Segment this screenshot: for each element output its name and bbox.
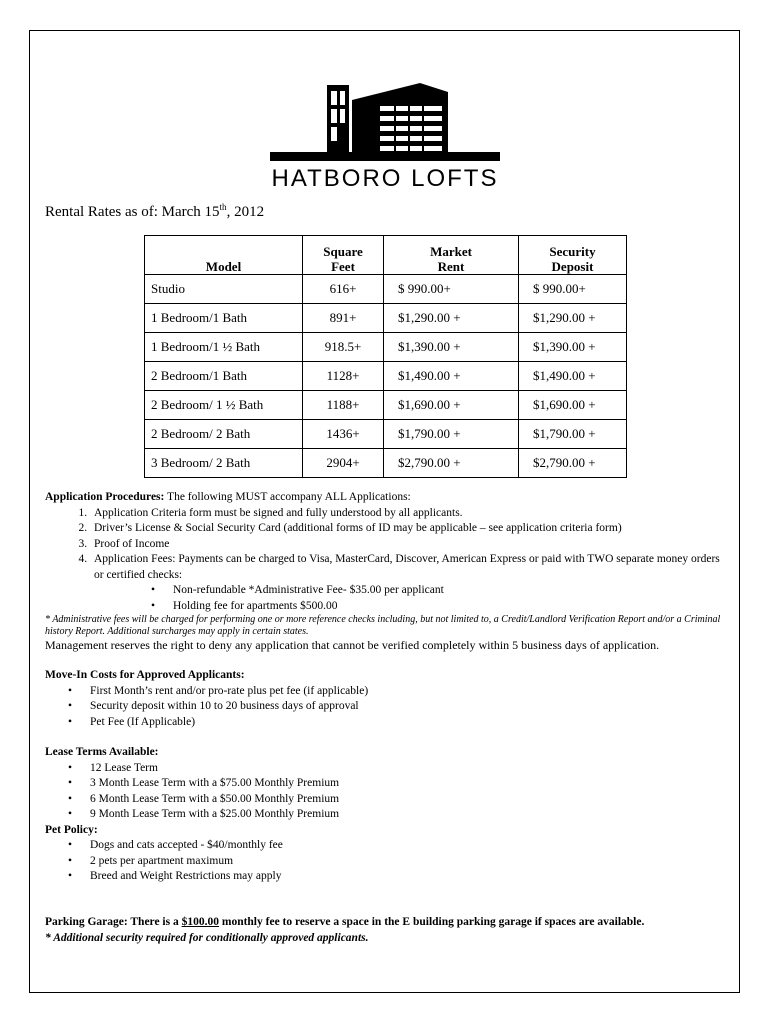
header-model-label: Model	[205, 259, 242, 274]
pet-list	[45, 838, 725, 885]
cell-market-rent: $ 990.00+	[384, 275, 519, 304]
cell-model: 1 Bedroom/1 ½ Bath	[145, 333, 303, 362]
cell-market-rent: $1,690.00 +	[384, 391, 519, 420]
header-line: Security	[549, 244, 596, 259]
application-procedures	[45, 490, 725, 654]
list-item: • 3 Month Lease Term with a $75.00 Monthly Premium	[90, 776, 725, 792]
header-model	[145, 236, 303, 275]
move-in-list	[45, 684, 725, 731]
header-security-deposit	[519, 236, 627, 275]
list-item: • Holding fee for apartments $500.00	[169, 599, 725, 615]
header-line: Deposit	[551, 259, 594, 274]
list-item: • 9 Month Lease Term with a $25.00 Monthly Premium	[90, 807, 725, 823]
cell-model: 2 Bedroom/1 Bath	[145, 362, 303, 391]
rates-as-of	[45, 202, 264, 221]
cell-security-deposit: $1,390.00 +	[519, 333, 627, 362]
header-line: Square	[323, 244, 363, 259]
parking-amount: $100.00	[181, 916, 219, 928]
list-item: • First Month’s rent and/or pro-rate plus pet fee (if applicable)	[90, 684, 725, 700]
list-item: • Pet Fee (If Applicable)	[90, 715, 725, 731]
security-note	[45, 931, 735, 947]
pet-heading: Pet Policy:	[45, 823, 98, 836]
list-item: 3. Proof of Income	[90, 537, 725, 553]
cell-square-feet: 918.5+	[303, 333, 384, 362]
lease-list	[45, 761, 725, 823]
cell-model: 1 Bedroom/1 Bath	[145, 304, 303, 333]
fees-list	[94, 583, 725, 614]
header-square-feet	[303, 236, 384, 275]
table-row	[145, 333, 627, 362]
list-item: • Breed and Weight Restrictions may apply	[90, 869, 725, 885]
cell-square-feet: 891+	[303, 304, 384, 333]
list-item: 2. Driver’s License & Social Security Card (additional forms of ID may be applicable – see application criteria form)	[90, 521, 725, 537]
table-row	[145, 420, 627, 449]
rental-rates-table	[144, 235, 627, 478]
application-heading-line	[45, 490, 725, 506]
application-fees-text: Application Fees: Payments can be charged to Visa, MasterCard, Discover, American Express or paid with TWO separate money orders or certified checks:	[94, 553, 720, 581]
move-in-costs	[45, 668, 725, 730]
cell-security-deposit: $ 990.00+	[519, 275, 627, 304]
table-header-row	[145, 236, 627, 275]
parking-suffix: monthly fee to reserve a space in the E building parking garage if spaces are available.	[218, 916, 645, 928]
cell-market-rent: $1,490.00 +	[384, 362, 519, 391]
header-line: Market	[430, 244, 472, 259]
list-item: • 2 pets per apartment maximum	[90, 854, 725, 870]
cell-security-deposit: $2,790.00 +	[519, 449, 627, 478]
rates-as-of-sup: th	[219, 202, 227, 212]
administrative-fee-note: * Administrative fees will be charged for performing one or more reference checks including, but not limited to, a Credit/Landlord Verification Report and/or a Criminal history Report. Additional surcharges may apply in certain states.	[45, 614, 721, 637]
rates-as-of-prefix: Rental Rates as of: March 15	[45, 204, 220, 220]
list-item: • Non-refundable *Administrative Fee- $35.00 per applicant	[169, 583, 725, 599]
cell-square-feet: 616+	[303, 275, 384, 304]
cell-security-deposit: $1,490.00 +	[519, 362, 627, 391]
application-heading: Application Procedures:	[45, 491, 165, 503]
cell-model: 3 Bedroom/ 2 Bath	[145, 449, 303, 478]
application-list	[45, 506, 725, 615]
table-row	[145, 362, 627, 391]
move-in-heading: Move-In Costs for Approved Applicants:	[45, 669, 245, 681]
table-row	[145, 304, 627, 333]
parking-prefix: Parking Garage: There is a	[45, 916, 182, 928]
cell-square-feet: 2904+	[303, 449, 384, 478]
cell-model: 2 Bedroom/ 2 Bath	[145, 420, 303, 449]
table-row	[145, 391, 627, 420]
list-item: 1. Application Criteria form must be signed and fully understood by all applicants.	[90, 506, 725, 522]
cell-model: Studio	[145, 275, 303, 304]
cell-market-rent: $2,790.00 +	[384, 449, 519, 478]
cell-model: 2 Bedroom/ 1 ½ Bath	[145, 391, 303, 420]
cell-market-rent: $1,390.00 +	[384, 333, 519, 362]
list-item: • 6 Month Lease Term with a $50.00 Monthly Premium	[90, 792, 725, 808]
cell-security-deposit: $1,290.00 +	[519, 304, 627, 333]
list-item: • Dogs and cats accepted - $40/monthly fee	[90, 838, 725, 854]
list-item	[90, 552, 725, 614]
lease-terms	[45, 745, 725, 885]
management-statement: Management reserves the right to deny any application that cannot be verified completely within 5 business days of application.	[45, 638, 660, 652]
header-line: Feet	[331, 259, 355, 274]
cell-security-deposit: $1,690.00 +	[519, 391, 627, 420]
cell-square-feet: 1188+	[303, 391, 384, 420]
cell-market-rent: $1,290.00 +	[384, 304, 519, 333]
logo-wordmark: HATBORO LOFTS	[271, 165, 499, 192]
header-market-rent	[384, 236, 519, 275]
lease-heading: Lease Terms Available:	[45, 746, 159, 758]
cell-square-feet: 1128+	[303, 362, 384, 391]
list-item: • Security deposit within 10 to 20 business days of approval	[90, 699, 725, 715]
cell-security-deposit: $1,790.00 +	[519, 420, 627, 449]
parking-garage	[45, 915, 735, 946]
cell-market-rent: $1,790.00 +	[384, 420, 519, 449]
cell-square-feet: 1436+	[303, 420, 384, 449]
application-intro: The following MUST accompany ALL Applications:	[164, 491, 411, 503]
list-item: • 12 Lease Term	[90, 761, 725, 777]
header-line: Rent	[437, 259, 465, 274]
security-note-text: * Additional security required for conditionally approved applicants.	[45, 931, 369, 944]
table-row	[145, 275, 627, 304]
table-row	[145, 449, 627, 478]
rates-as-of-suffix: , 2012	[226, 204, 265, 220]
